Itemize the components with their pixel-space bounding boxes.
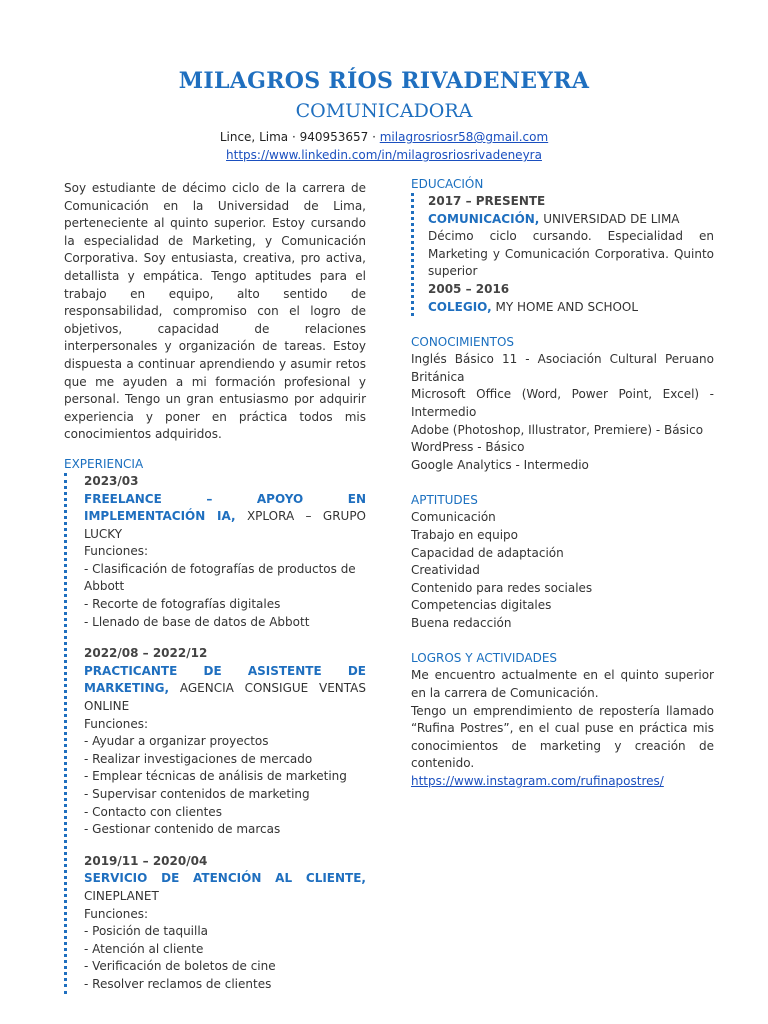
education-date: 2017 – PRESENTE: [428, 194, 546, 208]
achievements-heading: LOGROS Y ACTIVIDADES: [411, 651, 558, 666]
list-item: - Supervisar contenidos de marketing: [84, 787, 310, 801]
candidate-role: COMUNICADORA: [295, 100, 473, 122]
list-item: - Recorte de fotografías digitales: [84, 597, 281, 612]
list-item: Comunicación: [411, 510, 496, 525]
knowledge-section: [411, 334, 714, 474]
job-org: XPLORA – GRUPO LUCKY: [84, 509, 366, 541]
list-item: - Atención al cliente: [84, 941, 204, 956]
list-item: Trabajo en equipo: [411, 527, 519, 542]
functions-list: [84, 923, 366, 993]
achievement-text: Tengo un emprendimiento de repostería llamado “Rufina Postres”, en el cual puse en práctica mis conocimientos de marketing y creación de contenido.: [411, 703, 714, 771]
job-title: PRACTICANTE DE ASISTENTE DE MARKETING,: [84, 663, 366, 696]
education-degree: [428, 211, 714, 229]
list-item: - Llenado de base de datos de Abbott: [84, 614, 310, 629]
functions-label: Funciones:: [84, 716, 149, 731]
education-heading: EDUCACIÓN: [411, 177, 484, 191]
education-title: COMUNICACIÓN,: [428, 211, 540, 226]
list-item: Adobe (Photoshop, Illustrator, Premiere) - Básico: [411, 422, 704, 437]
education-timeline: [411, 193, 714, 316]
list-item: Creatividad: [411, 563, 480, 578]
list-item: - Gestionar contenido de marcas: [84, 822, 281, 837]
education-org: UNIVERSIDAD DE LIMA: [543, 211, 680, 226]
resume-header: [0, 64, 768, 164]
education-degree: [428, 299, 714, 317]
list-item: Google Analytics - Intermedio: [411, 457, 589, 472]
skills-heading: APTITUDES: [411, 493, 478, 508]
achievement-link-line: [411, 773, 714, 791]
right-column: [411, 176, 714, 809]
linkedin-line: [0, 146, 768, 164]
job-org: AGENCIA CONSIGUE VENTAS ONLINE: [84, 681, 366, 714]
list-item: - Resolver reclamos de clientes: [84, 976, 272, 991]
list-item: - Contacto con clientes: [84, 804, 222, 819]
list-item: - Ayudar a organizar proyectos: [84, 734, 269, 749]
list-item: Inglés Básico 11 - Asociación Cultural Peruano Británica: [411, 352, 714, 384]
job-entry: [84, 473, 366, 631]
job-entry: [84, 853, 366, 994]
candidate-name: MILAGROS RÍOS RIVADENEYRA: [178, 68, 590, 94]
job-role: [84, 870, 366, 905]
achievements-section: [411, 650, 714, 790]
profile-summary: Soy estudiante de décimo ciclo de la carrera de Comunicación en la Universidad de Lima, perteneciente al quinto superior. Estoy cursando la especialidad de Marketing, y Comunicación Corporativa. Soy entusiasta, creativa, pro activa, detallista y empática. Tengo aptitudes para el trabajo en equipo, alto sentido de responsabilidad, compromiso con el logro de objetivos, capacidad de relaciones interpersonales y organización de tareas. Estoy dispuesta a continuar aprendiendo y asumir retos que me ayuden a mi formación profesional y personal. Tengo un gran entusiasmo por adquirir experiencia y poner en práctica todos mis conocimientos adquiridos.: [64, 181, 366, 442]
functions-list: [84, 733, 366, 839]
experience-timeline: [64, 473, 366, 994]
education-date: 2005 – 2016: [428, 281, 510, 296]
education-section: [411, 176, 714, 316]
list-item: - Clasificación de fotografías de productos de Abbott: [84, 561, 356, 594]
experience-heading: EXPERIENCIA: [64, 456, 144, 471]
education-description: Décimo ciclo cursando. Especialidad en Marketing y Comunicación Corporativa. Quinto superior: [428, 229, 714, 279]
achievement-text: Me encuentro actualmente en el quinto superior en la carrera de Comunicación.: [411, 668, 714, 701]
job-date: 2019/11 – 2020/04: [84, 853, 208, 868]
skills-section: [411, 492, 714, 632]
job-role: [84, 491, 366, 544]
job-title: SERVICIO DE ATENCIÓN AL CLIENTE,: [84, 871, 366, 886]
list-item: Microsoft Office (Word, Power Point, Excel) - Intermedio: [411, 387, 714, 419]
education-title: COLEGIO,: [428, 299, 492, 314]
left-column: [64, 180, 366, 994]
functions-list: [84, 561, 366, 631]
list-item: Competencias digitales: [411, 598, 552, 613]
list-item: Buena redacción: [411, 615, 512, 630]
list-item: WordPress - Básico: [411, 440, 525, 455]
job-date: 2022/08 – 2022/12: [84, 646, 208, 661]
instagram-link[interactable]: https://www.instagram.com/rufinapostres/: [411, 774, 664, 789]
list-item: - Verificación de boletos de cine: [84, 959, 276, 974]
location-phone: Lince, Lima · 940953657 ·: [219, 130, 380, 144]
knowledge-heading: CONOCIMIENTOS: [411, 335, 515, 350]
job-org: CINEPLANET: [84, 888, 159, 903]
job-date: 2023/03: [84, 473, 139, 488]
list-item: Contenido para redes sociales: [411, 580, 593, 595]
list-item: Capacidad de adaptación: [411, 545, 564, 560]
list-item: - Posición de taquilla: [84, 924, 209, 939]
list-item: - Emplear técnicas de análisis de marketing: [84, 769, 347, 784]
linkedin-link[interactable]: https://www.linkedin.com/in/milagrosriosrivadeneyra: [226, 148, 542, 162]
functions-label: Funciones:: [84, 544, 149, 559]
job-role: [84, 663, 366, 716]
contact-line: [0, 128, 768, 146]
list-item: - Realizar investigaciones de mercado: [84, 751, 313, 766]
job-title: FREELANCE – APOYO EN IMPLEMENTACIÓN IA,: [84, 491, 366, 524]
job-entry: [84, 645, 366, 839]
experience-section: [64, 456, 366, 994]
functions-label: Funciones:: [84, 906, 149, 921]
education-org: MY HOME AND SCHOOL: [495, 299, 639, 314]
email-link[interactable]: milagrosriosr58@gmail.com: [379, 130, 549, 144]
